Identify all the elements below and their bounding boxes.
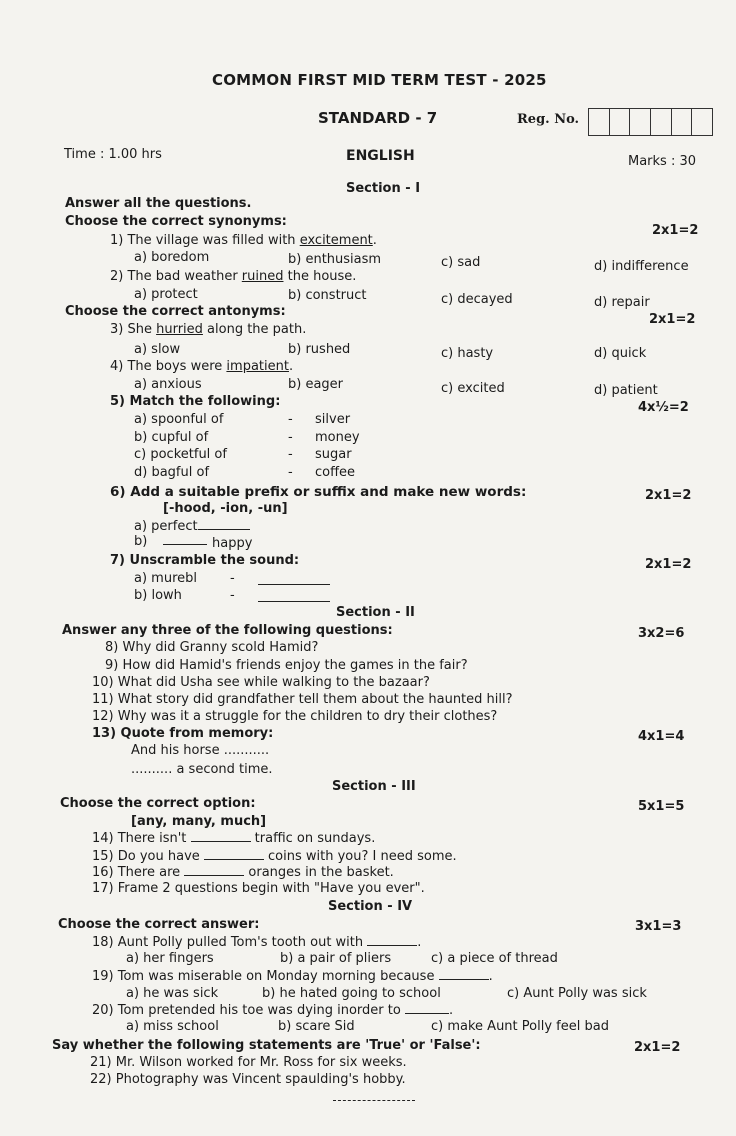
- q18-option-b: b) a pair of pliers: [280, 951, 392, 966]
- match-left-item: a) spoonful of: [134, 412, 224, 427]
- question-10: 10) What did Usha see while walking to the bazaar?: [92, 675, 430, 690]
- match-right-item: sugar: [315, 447, 352, 462]
- match-left-item: d) bagful of: [134, 465, 210, 480]
- memory-marks: 4x1=4: [638, 729, 685, 744]
- q20-option-c: c) make Aunt Polly feel bad: [431, 1019, 609, 1034]
- match-marks: 4x½=2: [638, 400, 689, 415]
- q1-option-b: b) enthusiasm: [288, 252, 382, 267]
- question-2: 2) The bad weather ruined the house.: [110, 269, 357, 284]
- q2-option-d: d) repair: [594, 295, 650, 310]
- memory-heading: 13) Quote from memory:: [92, 726, 274, 741]
- unscramble-item-a: a) murebl: [134, 571, 197, 586]
- q4-option-a: a) anxious: [134, 377, 202, 392]
- question-21: 21) Mr. Wilson worked for Mr. Ross for six weeks.: [90, 1055, 407, 1070]
- section-4-instruction: Choose the correct answer:: [58, 917, 260, 932]
- underlined-word: ruined: [241, 269, 284, 284]
- question-9: 9) How did Hamid's friends enjoy the games in the fair?: [105, 658, 468, 673]
- q3-option-c: c) hasty: [441, 346, 494, 361]
- section-3-marks: 5x1=5: [638, 799, 685, 814]
- question-14: 14) There isn't traffic on sundays.: [92, 831, 376, 846]
- memory-line-1: And his horse ...........: [131, 743, 270, 758]
- antonyms-heading: Choose the correct antonyms:: [65, 304, 286, 319]
- section-2-heading: Section - II: [336, 605, 415, 620]
- underlined-word: hurried: [156, 322, 203, 337]
- synonyms-marks: 2x1=2: [652, 223, 699, 238]
- prefix-options: [-hood, -ion, -un]: [163, 501, 288, 516]
- prefix-item-a: a) perfect: [134, 518, 250, 534]
- section-3-heading: Section - III: [332, 779, 416, 794]
- answer-blank[interactable]: [439, 968, 489, 980]
- unscramble-item-b: b) lowh: [134, 588, 182, 603]
- match-right-item: coffee: [315, 465, 356, 480]
- match-dash: -: [230, 571, 235, 586]
- question-4: 4) The boys were impatient.: [110, 359, 294, 374]
- match-right-item: money: [315, 430, 360, 445]
- q2-option-a: a) protect: [134, 287, 198, 302]
- subject-label: ENGLISH: [346, 148, 415, 164]
- answer-blank[interactable]: [258, 584, 330, 585]
- prefix-heading: 6) Add a suitable prefix or suffix and make new words:: [110, 484, 527, 500]
- section-4-heading: Section - IV: [328, 899, 413, 914]
- prefix-b-word: happy: [212, 536, 253, 551]
- question-1: 1) The village was filled with excitement.: [110, 233, 377, 248]
- underlined-word: excitement: [299, 233, 373, 248]
- question-20: 20) Tom pretended his toe was dying inorder to .: [92, 1003, 454, 1018]
- match-dash: -: [288, 447, 293, 462]
- q19-option-a: a) he was sick: [126, 986, 219, 1001]
- question-16: 16) There are oranges in the basket.: [92, 865, 394, 880]
- memory-line-2: .......... a second time.: [131, 762, 273, 777]
- prefix-marks: 2x1=2: [645, 488, 692, 503]
- reg-no-boxes[interactable]: [588, 108, 713, 136]
- unscramble-heading: 7) Unscramble the sound:: [110, 553, 300, 568]
- match-dash: -: [288, 465, 293, 480]
- q3-option-a: a) slow: [134, 342, 181, 357]
- standard-label: STANDARD - 7: [318, 109, 438, 127]
- question-8: 8) Why did Granny scold Hamid?: [105, 640, 319, 655]
- q19-option-c: c) Aunt Polly was sick: [507, 986, 647, 1001]
- end-divider: [333, 1100, 415, 1101]
- match-right-item: silver: [315, 412, 351, 427]
- question-11: 11) What story did grandfather tell them about the haunted hill?: [92, 692, 513, 707]
- answer-blank[interactable]: [191, 830, 251, 842]
- q3-option-b: b) rushed: [288, 342, 351, 357]
- section-3-options: [any, many, much]: [131, 814, 267, 829]
- time-label: Time : 1.00 hrs: [64, 147, 162, 162]
- answer-blank[interactable]: [258, 601, 330, 602]
- question-17: 17) Frame 2 questions begin with "Have you ever".: [92, 881, 425, 896]
- q18-option-c: c) a piece of thread: [431, 951, 558, 966]
- q1-option-c: c) sad: [441, 255, 481, 270]
- section-1-heading: Section - I: [346, 181, 421, 196]
- answer-blank[interactable]: [405, 1002, 449, 1014]
- q18-option-a: a) her fingers: [126, 951, 214, 966]
- match-dash: -: [288, 430, 293, 445]
- match-heading: 5) Match the following:: [110, 394, 281, 409]
- unscramble-marks: 2x1=2: [645, 557, 692, 572]
- q4-option-b: b) eager: [288, 377, 344, 392]
- antonyms-marks: 2x1=2: [649, 312, 696, 327]
- q1-option-d: d) indifference: [594, 259, 689, 274]
- paper-title: COMMON FIRST MID TERM TEST - 2025: [212, 71, 547, 89]
- answer-blank[interactable]: [163, 533, 207, 545]
- reg-no-label: Reg. No.: [517, 112, 580, 127]
- section-2-marks: 3x2=6: [638, 626, 685, 641]
- answer-blank[interactable]: [204, 848, 264, 860]
- underlined-word: impatient: [226, 359, 289, 374]
- truefalse-marks: 2x1=2: [634, 1040, 681, 1055]
- q20-option-b: b) scare Sid: [278, 1019, 355, 1034]
- section-2-instruction: Answer any three of the following questions:: [62, 623, 393, 638]
- synonyms-heading: Choose the correct synonyms:: [65, 214, 287, 229]
- marks-label: Marks : 30: [628, 154, 697, 169]
- answer-blank[interactable]: [198, 518, 250, 530]
- question-19: 19) Tom was miserable on Monday morning because .: [92, 969, 493, 984]
- match-left-item: b) cupful of: [134, 430, 209, 445]
- answer-blank[interactable]: [367, 934, 417, 946]
- question-12: 12) Why was it a struggle for the children to dry their clothes?: [92, 709, 498, 724]
- match-left-item: c) pocketful of: [134, 447, 227, 462]
- match-dash: -: [230, 588, 235, 603]
- question-22: 22) Photography was Vincent spaulding's hobby.: [90, 1072, 406, 1087]
- q4-option-d: d) patient: [594, 383, 658, 398]
- q3-option-d: d) quick: [594, 346, 647, 361]
- section-4-marks: 3x1=3: [635, 919, 682, 934]
- answer-blank[interactable]: [184, 864, 244, 876]
- q1-option-a: a) boredom: [134, 250, 210, 265]
- q2-option-b: b) construct: [288, 288, 367, 303]
- truefalse-heading: Say whether the following statements are 'True' or 'False':: [52, 1038, 481, 1053]
- question-3: 3) She hurried along the path.: [110, 322, 307, 337]
- prefix-item-b: b): [134, 533, 207, 549]
- section-1-instruction: Answer all the questions.: [65, 196, 252, 211]
- q4-option-c: c) excited: [441, 381, 505, 396]
- q20-option-a: a) miss school: [126, 1019, 219, 1034]
- q19-option-b: b) he hated going to school: [262, 986, 441, 1001]
- match-dash: -: [288, 412, 293, 427]
- question-15: 15) Do you have coins with you? I need some.: [92, 849, 457, 864]
- question-18: 18) Aunt Polly pulled Tom's tooth out with .: [92, 935, 422, 950]
- section-3-instruction: Choose the correct option:: [60, 796, 256, 811]
- q2-option-c: c) decayed: [441, 292, 513, 307]
